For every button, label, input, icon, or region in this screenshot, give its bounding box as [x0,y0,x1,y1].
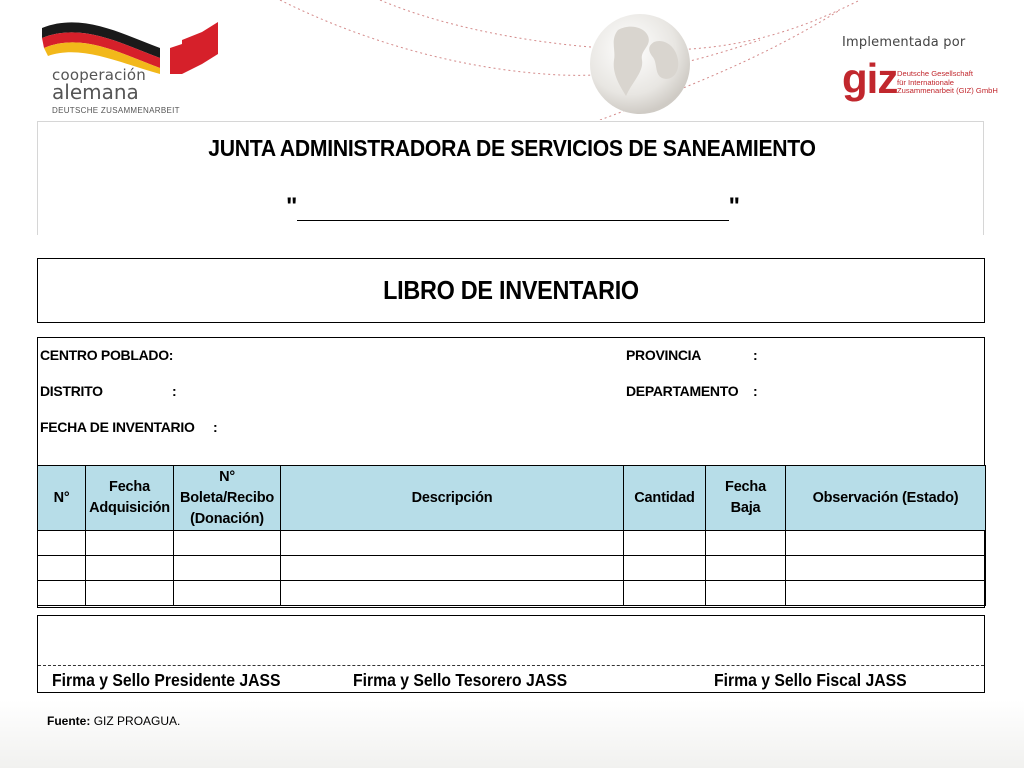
departamento-colon: : [753,383,758,399]
implemented-by-label: Implementada por [842,35,966,50]
column-header-boleta [174,466,281,531]
source-note [47,714,180,728]
page-bottom-band [0,700,1024,768]
table-cell[interactable] [38,556,86,581]
provincia-label: PROVINCIA [626,347,702,363]
cooperacion-alemana-logo [42,14,232,119]
table-cell[interactable] [786,556,986,581]
signature-box [37,615,985,693]
table-row [38,556,986,581]
table-cell[interactable] [706,531,786,556]
blank-line [297,220,729,221]
header-text: Boleta/Recibo [179,489,275,506]
giz-logo: giz [842,55,898,102]
column-header-fecha-adquisicion [86,466,174,531]
header-text: N° [53,489,70,506]
table-cell[interactable] [624,556,706,581]
giz-subtitle-line: Zusammenarbeit (GIZ) GmbH [897,86,998,96]
globe-icon [588,12,692,116]
logo-line-1: cooperación [52,66,147,84]
header-text: (Donación) [190,510,264,527]
table-cell[interactable] [706,581,786,606]
table-header-row [38,466,986,531]
column-header-observacion [786,466,986,531]
book-title: LIBRO DE INVENTARIO [383,275,639,305]
provincia-colon: : [753,347,758,363]
header-text: Descripción [411,489,493,506]
table-cell[interactable] [706,556,786,581]
table-cell[interactable] [281,581,624,606]
table-cell[interactable] [624,581,706,606]
centro-poblado-label: CENTRO POBLADO: [40,347,174,363]
header-text: Baja [730,500,761,516]
flag-ribbon-icon [42,14,232,74]
signature-dashed-line [38,665,984,666]
book-title-box [37,258,985,323]
header-text: N° [219,468,235,485]
table-cell[interactable] [38,581,86,606]
header-text: Fecha [109,479,150,495]
giz-subtitle-line: für Internationale [897,77,954,87]
table-cell[interactable] [38,531,86,556]
fecha-inventario-label: FECHA DE INVENTARIO [40,419,195,435]
table-cell[interactable] [86,556,174,581]
header-text: Adquisición [89,500,170,516]
signature-fiscal: Firma y Sello Fiscal JASS [714,670,907,690]
header-text: Cantidad [634,489,695,506]
organization-name-blank [286,193,740,223]
distrito-label: DISTRITO [40,383,103,399]
table-cell[interactable] [86,581,174,606]
table-cell[interactable] [174,556,281,581]
signature-presidente: Firma y Sello Presidente JASS [52,670,281,690]
quote-open: " [286,193,298,220]
logo-line-2: alemana [52,80,139,104]
table-cell[interactable] [786,531,986,556]
table-cell[interactable] [624,531,706,556]
signature-tesorero: Firma y Sello Tesorero JASS [353,670,568,690]
header-text: Fecha [725,479,766,495]
logo-line-3: DEUTSCHE ZUSAMMENARBEIT [52,106,180,115]
header-text: Observación (Estado) [812,489,959,506]
departamento-label: DEPARTAMENTO [626,383,739,399]
table-row [38,581,986,606]
giz-subtitle-line: Deutsche Gesellschaft [897,69,973,78]
column-header-descripcion [281,466,624,531]
source-label: Fuente: [47,714,91,728]
table-row [38,531,986,556]
table-cell[interactable] [86,531,174,556]
table-cell[interactable] [174,531,281,556]
distrito-colon: : [172,383,177,399]
column-header-fecha-baja [706,466,786,531]
fecha-inventario-colon: : [213,419,218,435]
table-cell[interactable] [281,556,624,581]
quote-close: " [728,193,740,220]
column-header-cantidad [624,466,706,531]
table-cell[interactable] [281,531,624,556]
table-cell[interactable] [174,581,281,606]
column-header-number [38,466,86,531]
table-cell[interactable] [786,581,986,606]
inventory-table [37,465,986,606]
giz-subtitle [897,70,997,96]
organization-title: JUNTA ADMINISTRADORA DE SERVICIOS DE SANEAMIENTO [208,135,816,161]
source-value: GIZ PROAGUA. [93,714,181,728]
